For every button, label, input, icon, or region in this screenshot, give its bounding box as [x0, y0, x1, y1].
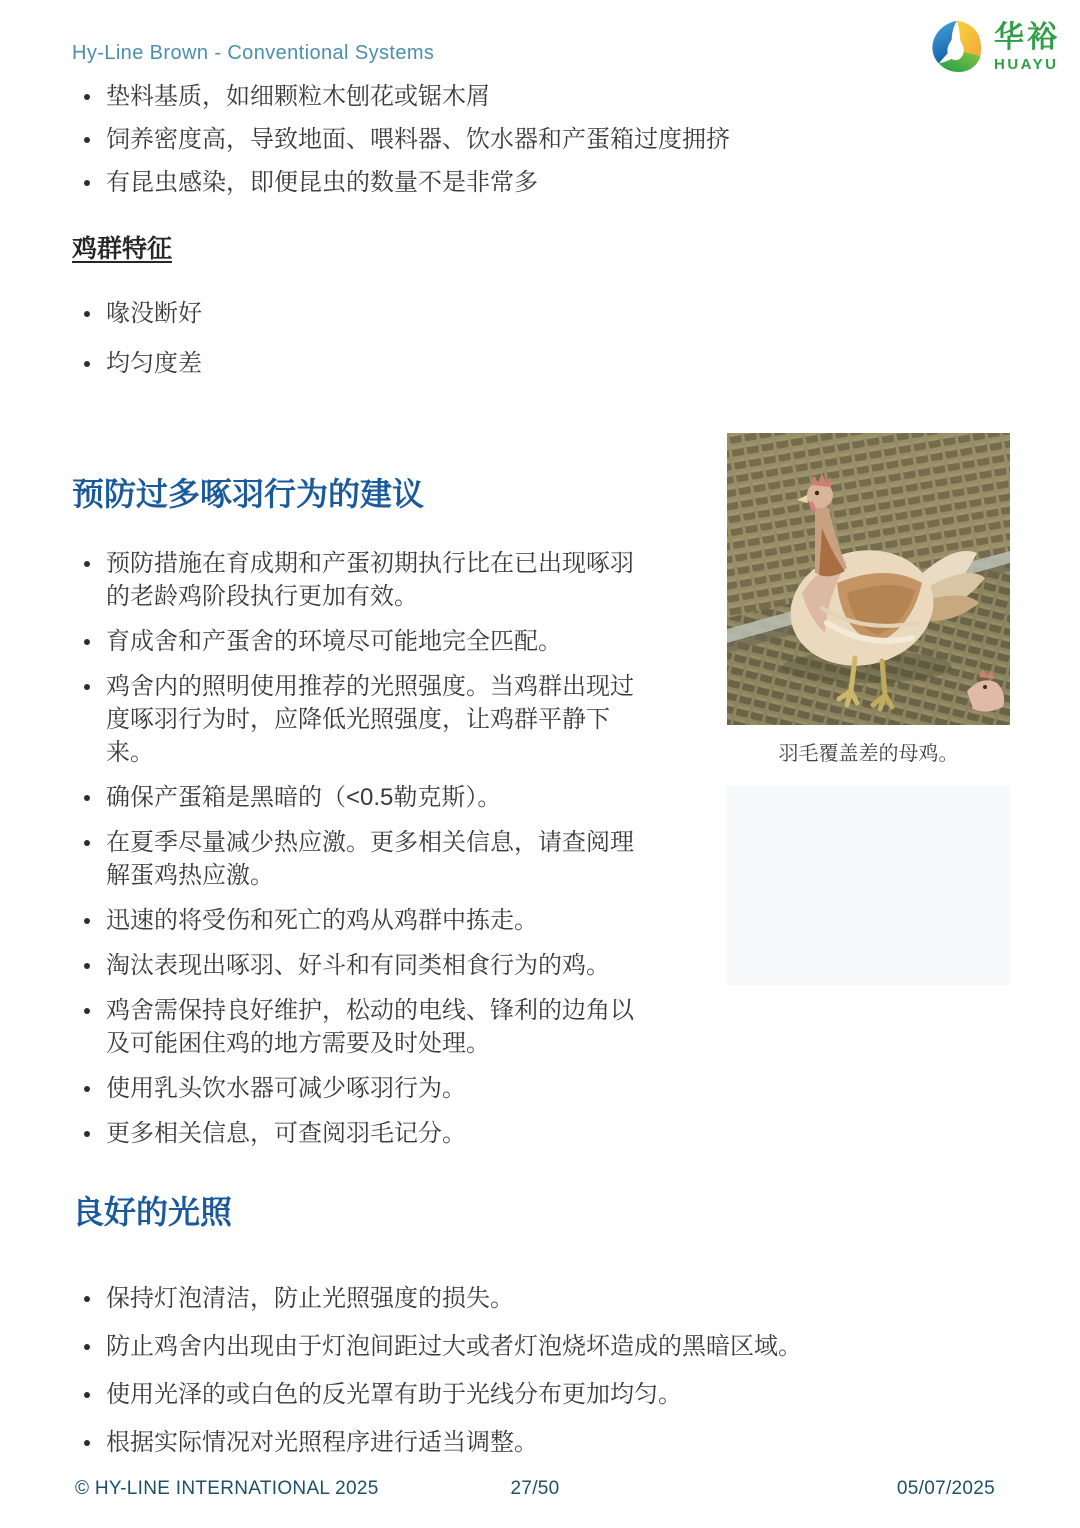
list-item: 防止鸡舍内出现由于灯泡间距过大或者灯泡烧坏造成的黑暗区域。	[72, 1330, 1032, 1363]
list-item: 使用光泽的或白色的反光罩有助于光线分布更加均匀。	[72, 1378, 1032, 1411]
list-item: 保持灯泡清洁，防止光照强度的损失。	[72, 1282, 1032, 1315]
huayu-logo-text	[994, 20, 1060, 73]
footer-copyright: © HY-LINE INTERNATIONAL 2025	[75, 1478, 379, 1499]
list-item: 喙没断好	[72, 297, 1032, 330]
document-content	[72, 80, 1032, 1474]
list-item: 在夏季尽量减少热应激。更多相关信息，请查阅理解蛋鸡热应激。	[72, 826, 646, 892]
huayu-logo-icon	[927, 18, 985, 76]
footer-page-number: 27/50	[510, 1478, 560, 1499]
list-item: 确保产蛋箱是黑暗的（<0.5勒克斯）。	[72, 781, 646, 814]
list-item: 迅速的将受伤和死亡的鸡从鸡群中拣走。	[72, 904, 646, 937]
huayu-logo	[927, 18, 1060, 76]
flock-characteristics-heading: 鸡群特征	[72, 235, 173, 263]
list-item: 更多相关信息，可查阅羽毛记分。	[72, 1117, 646, 1150]
list-item: 育成舍和产蛋舍的环境尽可能地完全匹配。	[72, 625, 646, 658]
prevention-bullet-list	[72, 547, 646, 1150]
list-item: 鸡舍需保持良好维护，松动的电线、锋利的边角以及可能困住鸡的地方需要及时处理。	[72, 994, 646, 1060]
list-item: 淘汰表现出啄羽、好斗和有同类相食行为的鸡。	[72, 949, 646, 982]
prevention-section-heading: 预防过多啄羽行为的建议	[72, 476, 425, 512]
list-item: 垫料基质，如细颗粒木刨花或锯木屑	[72, 80, 1032, 113]
logo-text-cn: 华裕	[994, 20, 1060, 54]
lighting-section-heading: 良好的光照	[72, 1194, 233, 1231]
lighting-bullet-list	[72, 1282, 1032, 1459]
list-item: 预防措施在育成期和产蛋初期执行比在已出现啄羽的老龄鸡阶段执行更加有效。	[72, 547, 646, 613]
hen-figure	[727, 433, 1010, 766]
poorly-feathered-hen-photo	[727, 433, 1010, 725]
figure-caption: 羽毛覆盖差的母鸡。	[778, 743, 959, 765]
faded-image-placeholder	[727, 785, 1010, 985]
list-item: 饲养密度高，导致地面、喂料器、饮水器和产蛋箱过度拥挤	[72, 123, 1032, 156]
list-item: 均匀度差	[72, 347, 1032, 380]
list-item: 有昆虫感染，即便昆虫的数量不是非常多	[72, 166, 1032, 199]
intro-bullet-list	[72, 80, 1032, 199]
list-item: 根据实际情况对光照程序进行适当调整。	[72, 1426, 1032, 1459]
footer-date: 05/07/2025	[896, 1478, 995, 1499]
list-item: 鸡舍内的照明使用推荐的光照强度。当鸡群出现过度啄羽行为时，应降低光照强度，让鸡群平静下来。	[72, 670, 646, 769]
page-footer	[75, 1478, 995, 1500]
document-header-title: Hy-Line Brown - Conventional Systems	[72, 42, 435, 64]
list-item: 使用乳头饮水器可减少啄羽行为。	[72, 1072, 646, 1105]
logo-text-en: HUAYU	[994, 55, 1059, 73]
flock-bullet-list	[72, 297, 1032, 380]
